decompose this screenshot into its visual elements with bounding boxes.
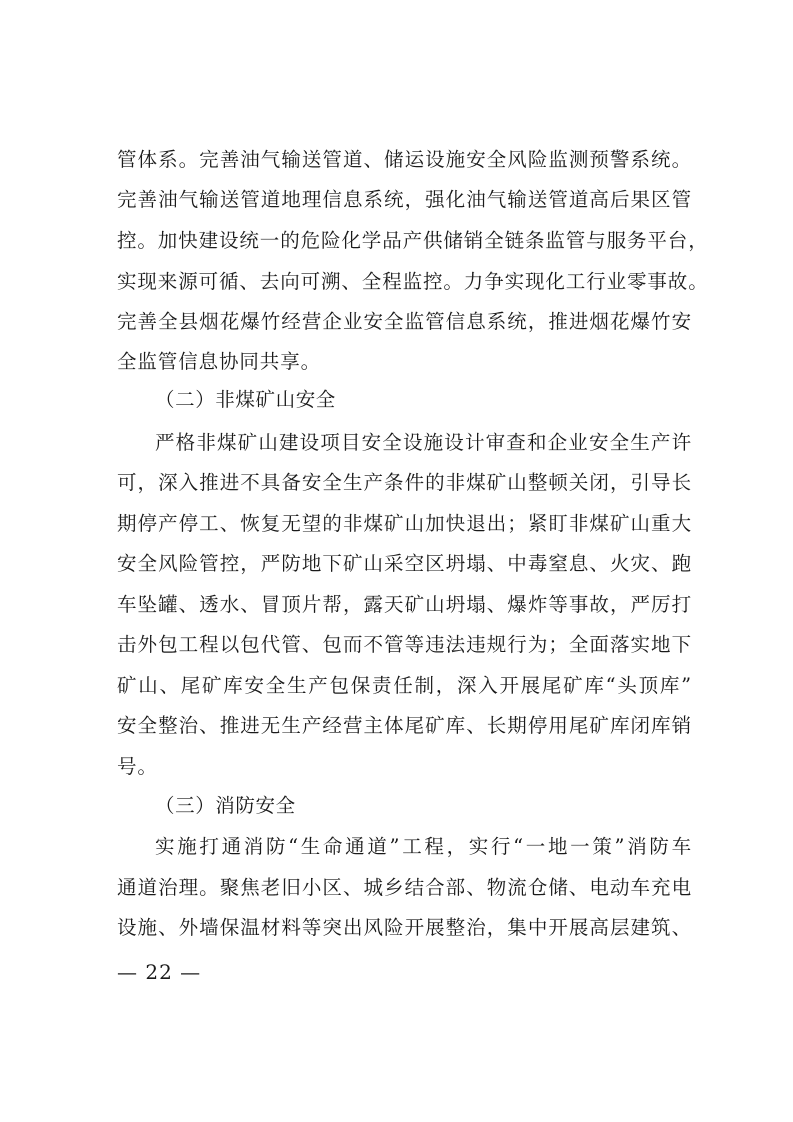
body-line: 实现来源可循、去向可溯、全程监控。力争实现化工行业零事故。	[117, 270, 709, 293]
body-line: 安全风险管控，严防地下矿山采空区坍塌、中毒窒息、火灾、跑	[117, 552, 692, 575]
body-line: 可，深入推进不具备安全生产条件的非煤矿山整顿关闭，引导长	[117, 471, 692, 494]
body-line: 实施打通消防“生命通道”工程，实行“一地一策”消防车	[155, 835, 692, 858]
body-line: 完善油气输送管道地理信息系统，强化油气输送管道高后果区管	[117, 188, 692, 211]
section-heading: （三）消防安全	[155, 794, 296, 817]
body-line: 车坠罐、透水、冒顶片帮，露天矿山坍塌、爆炸等事故，严厉打	[117, 593, 692, 616]
body-line: 管体系。完善油气输送管道、储运设施安全风险监测预警系统。	[117, 148, 692, 171]
page-number: — 22 —	[117, 960, 202, 984]
body-line: 击外包工程以包代管、包而不管等违法违规行为；全面落实地下	[117, 633, 692, 656]
body-line: 全监管信息协同共享。	[117, 350, 322, 373]
body-line: 安全整治、推进无生产经营主体尾矿库、长期停用尾矿库闭库销	[117, 714, 692, 737]
section-heading: （二）非煤矿山安全	[155, 388, 336, 411]
body-line: 控。加快建设统一的危险化学品产供储销全链条监管与服务平台，	[117, 229, 709, 252]
body-line: 严格非煤矿山建设项目安全设施设计审查和企业安全生产许	[155, 431, 692, 454]
body-line: 设施、外墙保温材料等突出风险开展整治，集中开展高层建筑、	[117, 916, 692, 939]
body-line: 完善全县烟花爆竹经营企业安全监管信息系统，推进烟花爆竹安	[117, 310, 692, 333]
body-line: 通道治理。聚焦老旧小区、城乡结合部、物流仓储、电动车充电	[117, 876, 692, 899]
body-line: 号。	[117, 755, 158, 778]
body-line: 期停产停工、恢复无望的非煤矿山加快退出；紧盯非煤矿山重大	[117, 512, 692, 535]
body-line: 矿山、尾矿库安全生产包保责任制，深入开展尾矿库“头顶库”	[117, 674, 692, 697]
